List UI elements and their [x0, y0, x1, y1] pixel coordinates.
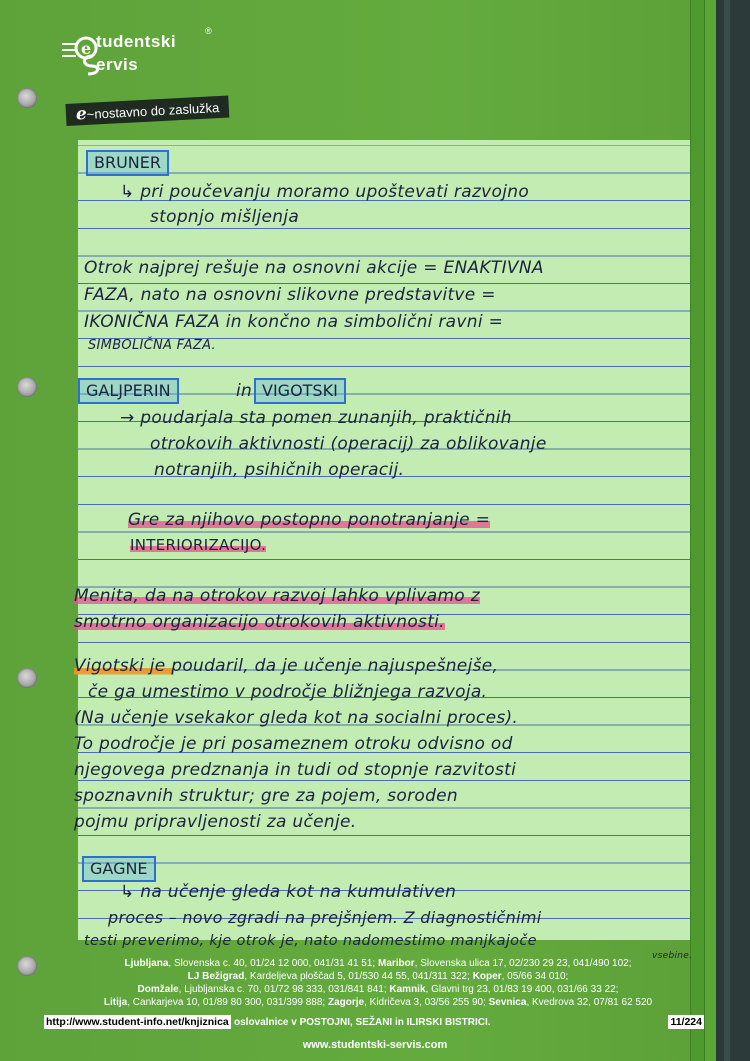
punch-hole — [17, 956, 37, 976]
note-line: IKONIČNA FAZA in končno na simbolični ravni = — [84, 312, 504, 332]
note-line: ↳ pri poučevanju moramo upoštevati razvojno — [120, 182, 530, 202]
heading-galjperin: GALJPERIN — [78, 378, 179, 404]
studentski-servis-logo — [62, 22, 242, 82]
divider-tab — [690, 0, 705, 1061]
note-line: otrokovih aktivnosti (operacij) za oblikovanje — [150, 434, 547, 454]
note-line: Otrok najprej rešuje na osnovni akcije = ENAKTIVNA — [84, 258, 544, 278]
note-line: → poudarjala sta pomen zunanjih, praktičnih — [120, 408, 512, 428]
footer-address-line — [36, 971, 720, 984]
heading-gagne: GAGNE — [82, 856, 156, 882]
slogan-text: ~nostavno do zaslužka — [86, 99, 220, 122]
footer-city: Kamnik — [389, 984, 426, 995]
footer-address: , Ljubljanska c. 70, 01/72 98 333, 031/841 841; — [178, 984, 390, 995]
footer-address: , Slovenska c. 40, 01/24 12 000, 041/31 41 51; — [168, 958, 378, 969]
footer-city: Koper — [472, 971, 502, 982]
note-line: (Na učenje vsekakor gleda kot na socialni proces). — [74, 708, 519, 728]
page-number: 11/224 — [670, 1016, 702, 1028]
footer-address-line — [36, 984, 720, 997]
note-line: SIMBOLIČNA FAZA. — [88, 338, 216, 353]
note-line: ↳ na učenje gleda kot na kumulativen — [120, 882, 457, 902]
footer-address-line — [36, 958, 720, 971]
slogan-label — [65, 95, 229, 126]
brand-name-line2: ervis — [96, 55, 139, 74]
footer-city: Maribor — [378, 958, 415, 969]
brand-name-line1: tudentski — [96, 32, 177, 51]
note-line: spoznavnih struktur; gre za pojem, soroden — [74, 786, 458, 806]
footer-bar — [44, 1015, 704, 1031]
source-url-link[interactable]: http://www.student-info.net/knjiznica — [46, 1016, 229, 1028]
footer-city: Litija — [103, 997, 128, 1008]
note-line: stopnjo mišljenja — [150, 207, 300, 227]
footer-city: LJ Bežigrad — [187, 971, 245, 982]
footer-city: Domžale — [137, 984, 179, 995]
footer-address-line — [36, 997, 720, 1010]
note-line-tail: vsebine. — [652, 951, 693, 961]
note-word-in: in — [236, 381, 253, 401]
punch-hole — [17, 377, 37, 397]
lined-note-sheet — [74, 140, 690, 949]
footer-address: , Kardeljeva ploščad 5, 01/530 44 55, 041/311 322; — [244, 971, 473, 982]
note-line: FAZA, nato na osnovni slikovne predstavitve = — [84, 285, 496, 305]
website-link[interactable]: www.studentski-servis.com — [302, 1039, 448, 1051]
note-line-highlighted: INTERIORIZACIJO. — [130, 536, 267, 554]
note-line: proces – novo zgradi na prejšnjem. Z diagnostičnimi — [108, 908, 542, 927]
svg-text:e: e — [81, 39, 92, 58]
note-line: To področje je pri posameznem otroku odvisno od — [74, 734, 513, 754]
footer-address: , Glavni trg 23, 01/83 19 400, 031/66 33 22; — [425, 984, 619, 995]
note-line: njegovega predznanja in tudi od stopnje razvitosti — [74, 760, 517, 780]
footer-city: Ljubljana — [124, 958, 169, 969]
heading-bruner: BRUNER — [86, 150, 169, 176]
footer-offices-text: oslovalnice v POSTOJNI, SEŽANI in ILIRSKI BISTRICI. — [234, 1017, 491, 1028]
note-line: testi preverimo, kje otrok je, nato nadomestimo manjkajoče — [84, 933, 537, 949]
note-line: pojmu pripravljenosti za učenje. — [74, 812, 357, 832]
punch-hole — [17, 88, 37, 108]
heading-vigotski: VIGOTSKI — [254, 378, 346, 404]
note-line-highlighted: Gre za njihovo postopno ponotranjanje = — [128, 510, 491, 530]
footer-address: , Cankarjeva 10, 01/89 80 300, 031/399 888; — [127, 997, 328, 1008]
footer-address: , Kvedrova 32, 07/81 62 520 — [526, 997, 653, 1008]
footer-address: , 05/66 34 010; — [501, 971, 569, 982]
note-line-highlighted: Menita, da na otrokov razvoj lahko vplivamo z — [74, 586, 480, 606]
footer-city: Sevnica — [488, 997, 527, 1008]
note-line-highlighted: smotrno organizacijo otrokovih aktivnosti. — [74, 612, 445, 632]
footer-city: Zagorje — [327, 997, 365, 1008]
binder-spine — [716, 0, 750, 1061]
footer-address: , Slovenska ulica 17, 02/230 29 23, 041/490 102; — [414, 958, 632, 969]
registered-mark: ® — [205, 26, 212, 36]
note-line: Vigotski je poudaril, da je učenje najuspešnejše, — [74, 656, 499, 676]
punch-hole — [17, 668, 37, 688]
note-line: notranjih, psihičnih operacij. — [154, 460, 405, 480]
note-line: če ga umestimo v področje bližnjega razvoja. — [88, 682, 488, 702]
slogan-e: e — [75, 103, 88, 125]
footer-address: , Kidričeva 3, 03/56 255 90; — [364, 997, 489, 1008]
